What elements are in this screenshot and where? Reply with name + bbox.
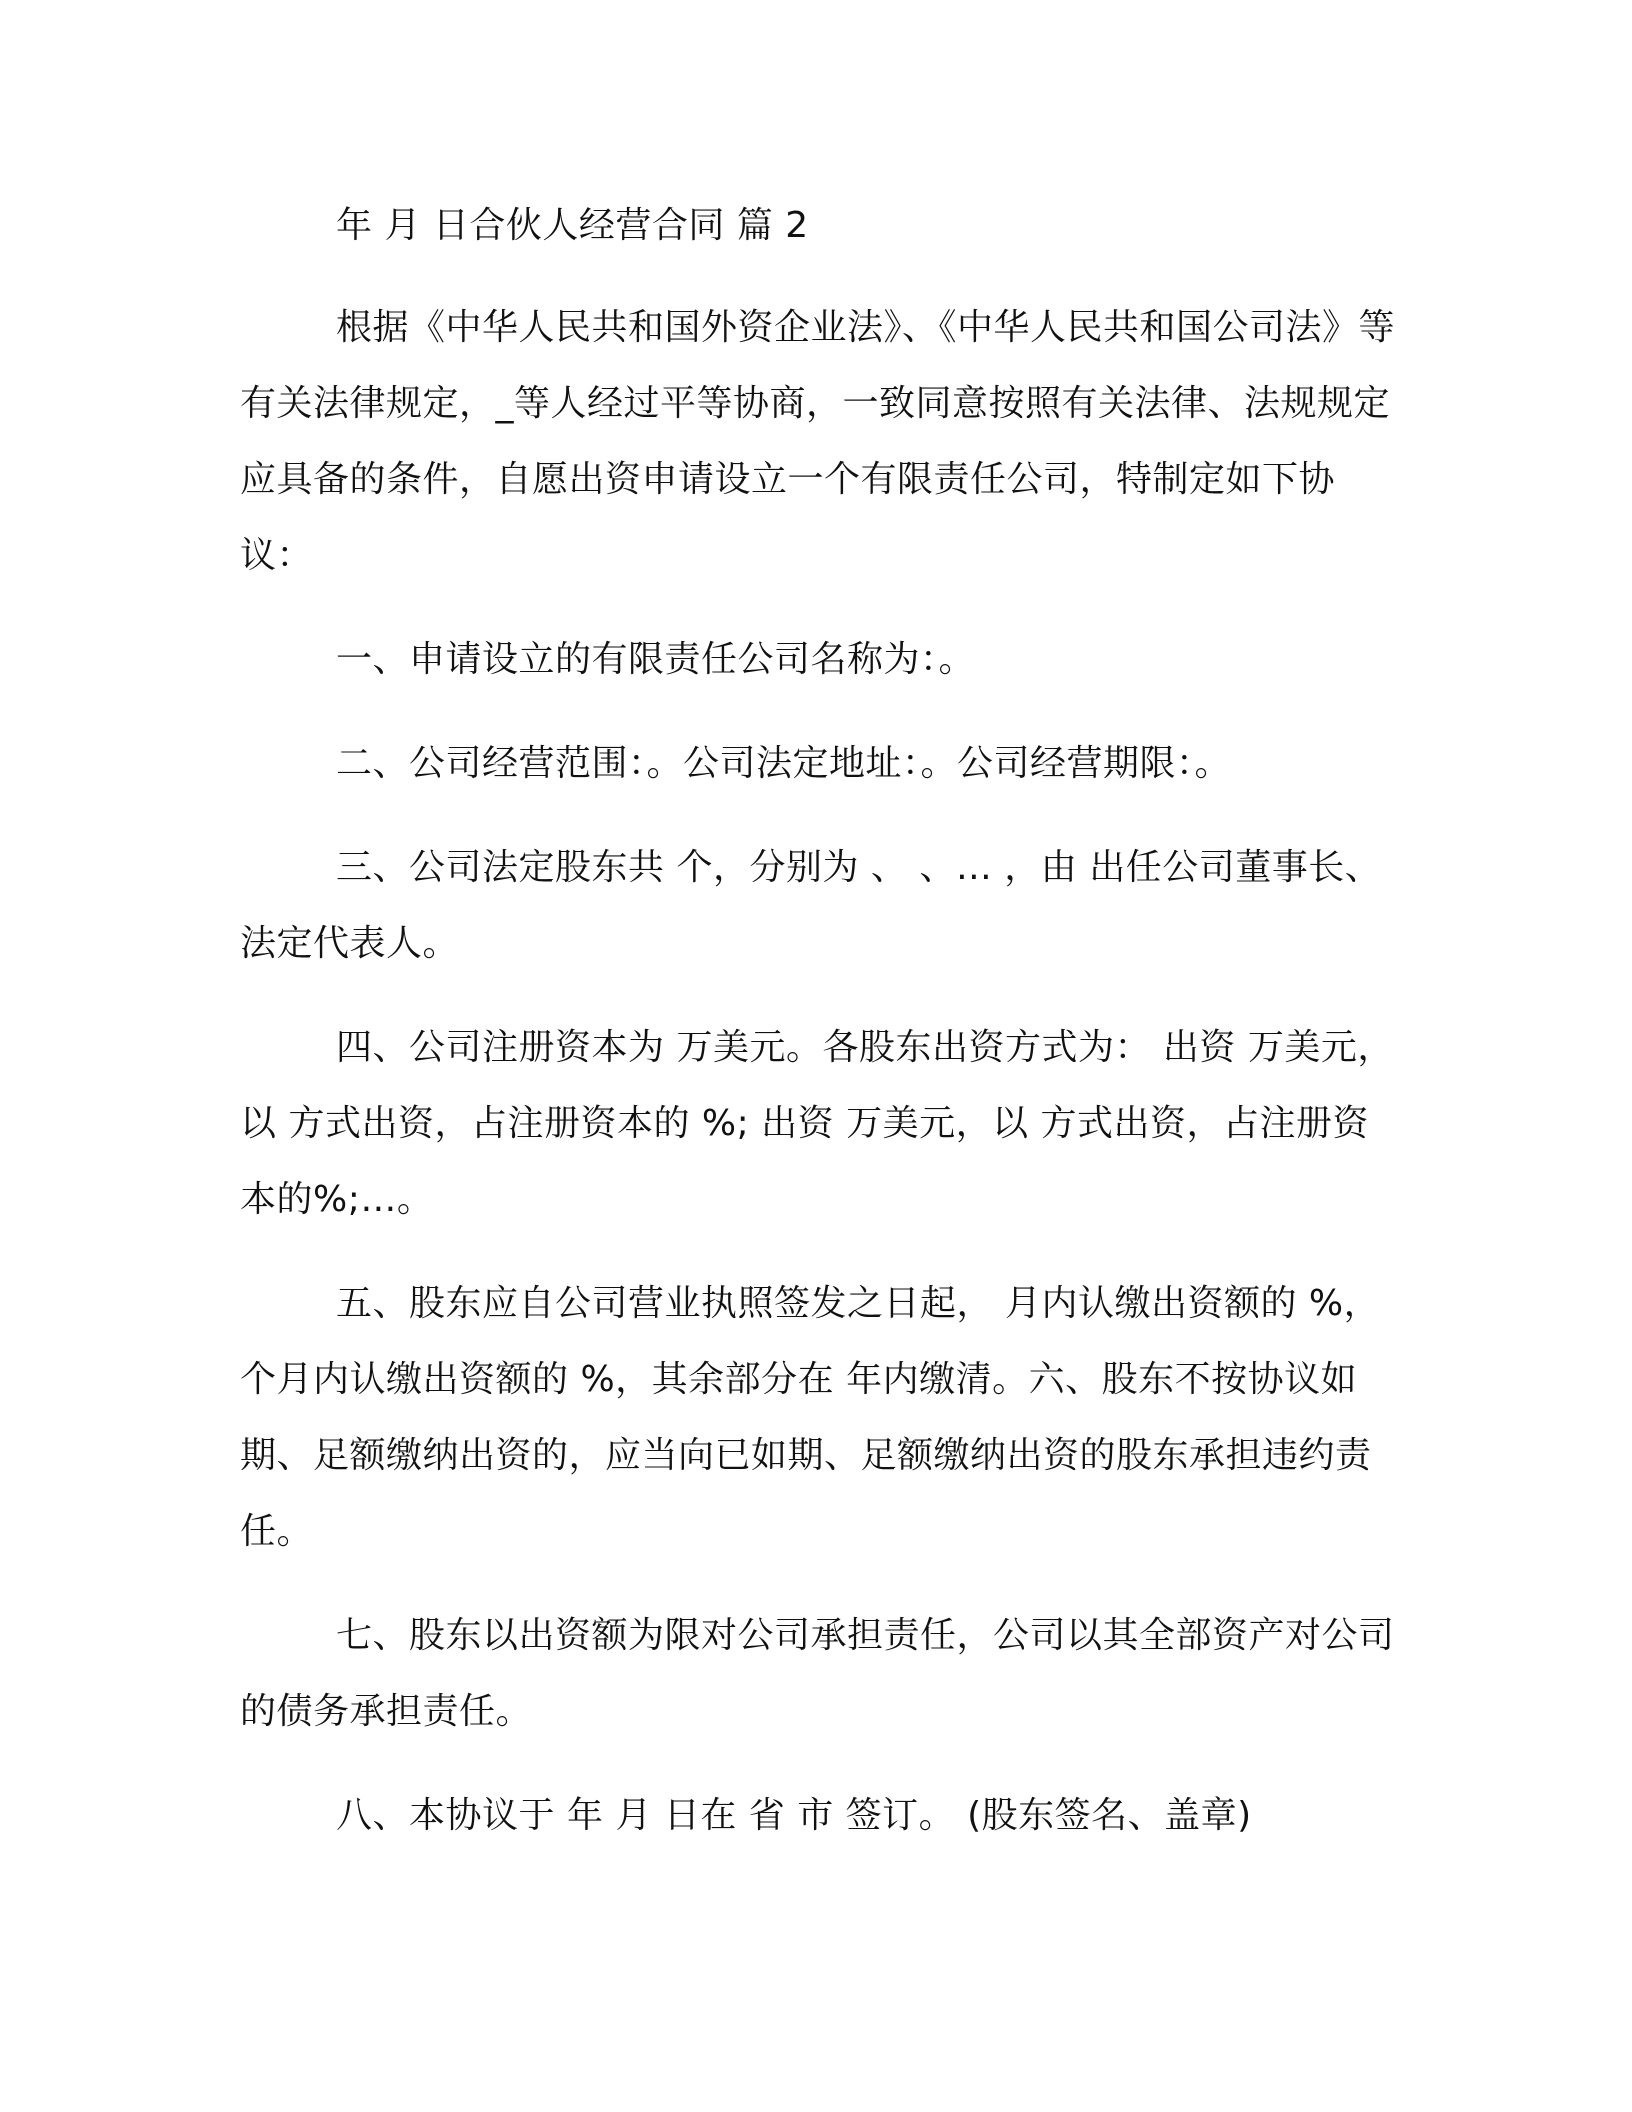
paragraph-preamble: 根据《中华人民共和国外资企业法》、《中华人民共和国公司法》等有关法律规定，_等人经过平等协商，一致同意按照有关法律、法规规定应具备的条件，自愿出资申请设立一个有限责任公司，特制定如下协议： — [240, 307, 1396, 576]
clause-2-business-scope: 二、公司经营范围：。公司法定地址：。公司经营期限：。 — [336, 743, 1232, 784]
clause-7-liability: 七、股东以出资额为限对公司承担责任，公司以其全部资产对公司的债务承担责任。 — [240, 1615, 1395, 1732]
document-body — [240, 188, 1400, 1882]
clause-1-company-name: 一、申请设立的有限责任公司名称为：。 — [336, 639, 976, 680]
clause-4-registered-capital: 四、公司注册资本为 万美元。各股东出资方式为： 出资 万美元，以 方式出资，占注册资本的 %; 出资 万美元，以 方式出资，占注册资本的%;…。 — [240, 1027, 1394, 1220]
clause-8-signing: 八、本协议于 年 月 日在 省 市 签订。 (股东签名、盖章) — [336, 1795, 1252, 1836]
clause-3-shareholders: 三、公司法定股东共 个，分别为 、 、… ，由 出任公司董事长、法定代表人。 — [240, 847, 1382, 964]
document-title: 年 月 日合伙人经营合同 篇 2 — [336, 205, 809, 246]
clause-5-6-contributions: 五、股东应自公司营业执照签发之日起， 月内认缴出资额的 %， 个月内认缴出资额的 %，其余部分在 年内缴清。六、股东不按协议如期、足额缴纳出资的，应当向已如期、足额缴纳出资的股东承担违约责任。 — [240, 1283, 1381, 1552]
